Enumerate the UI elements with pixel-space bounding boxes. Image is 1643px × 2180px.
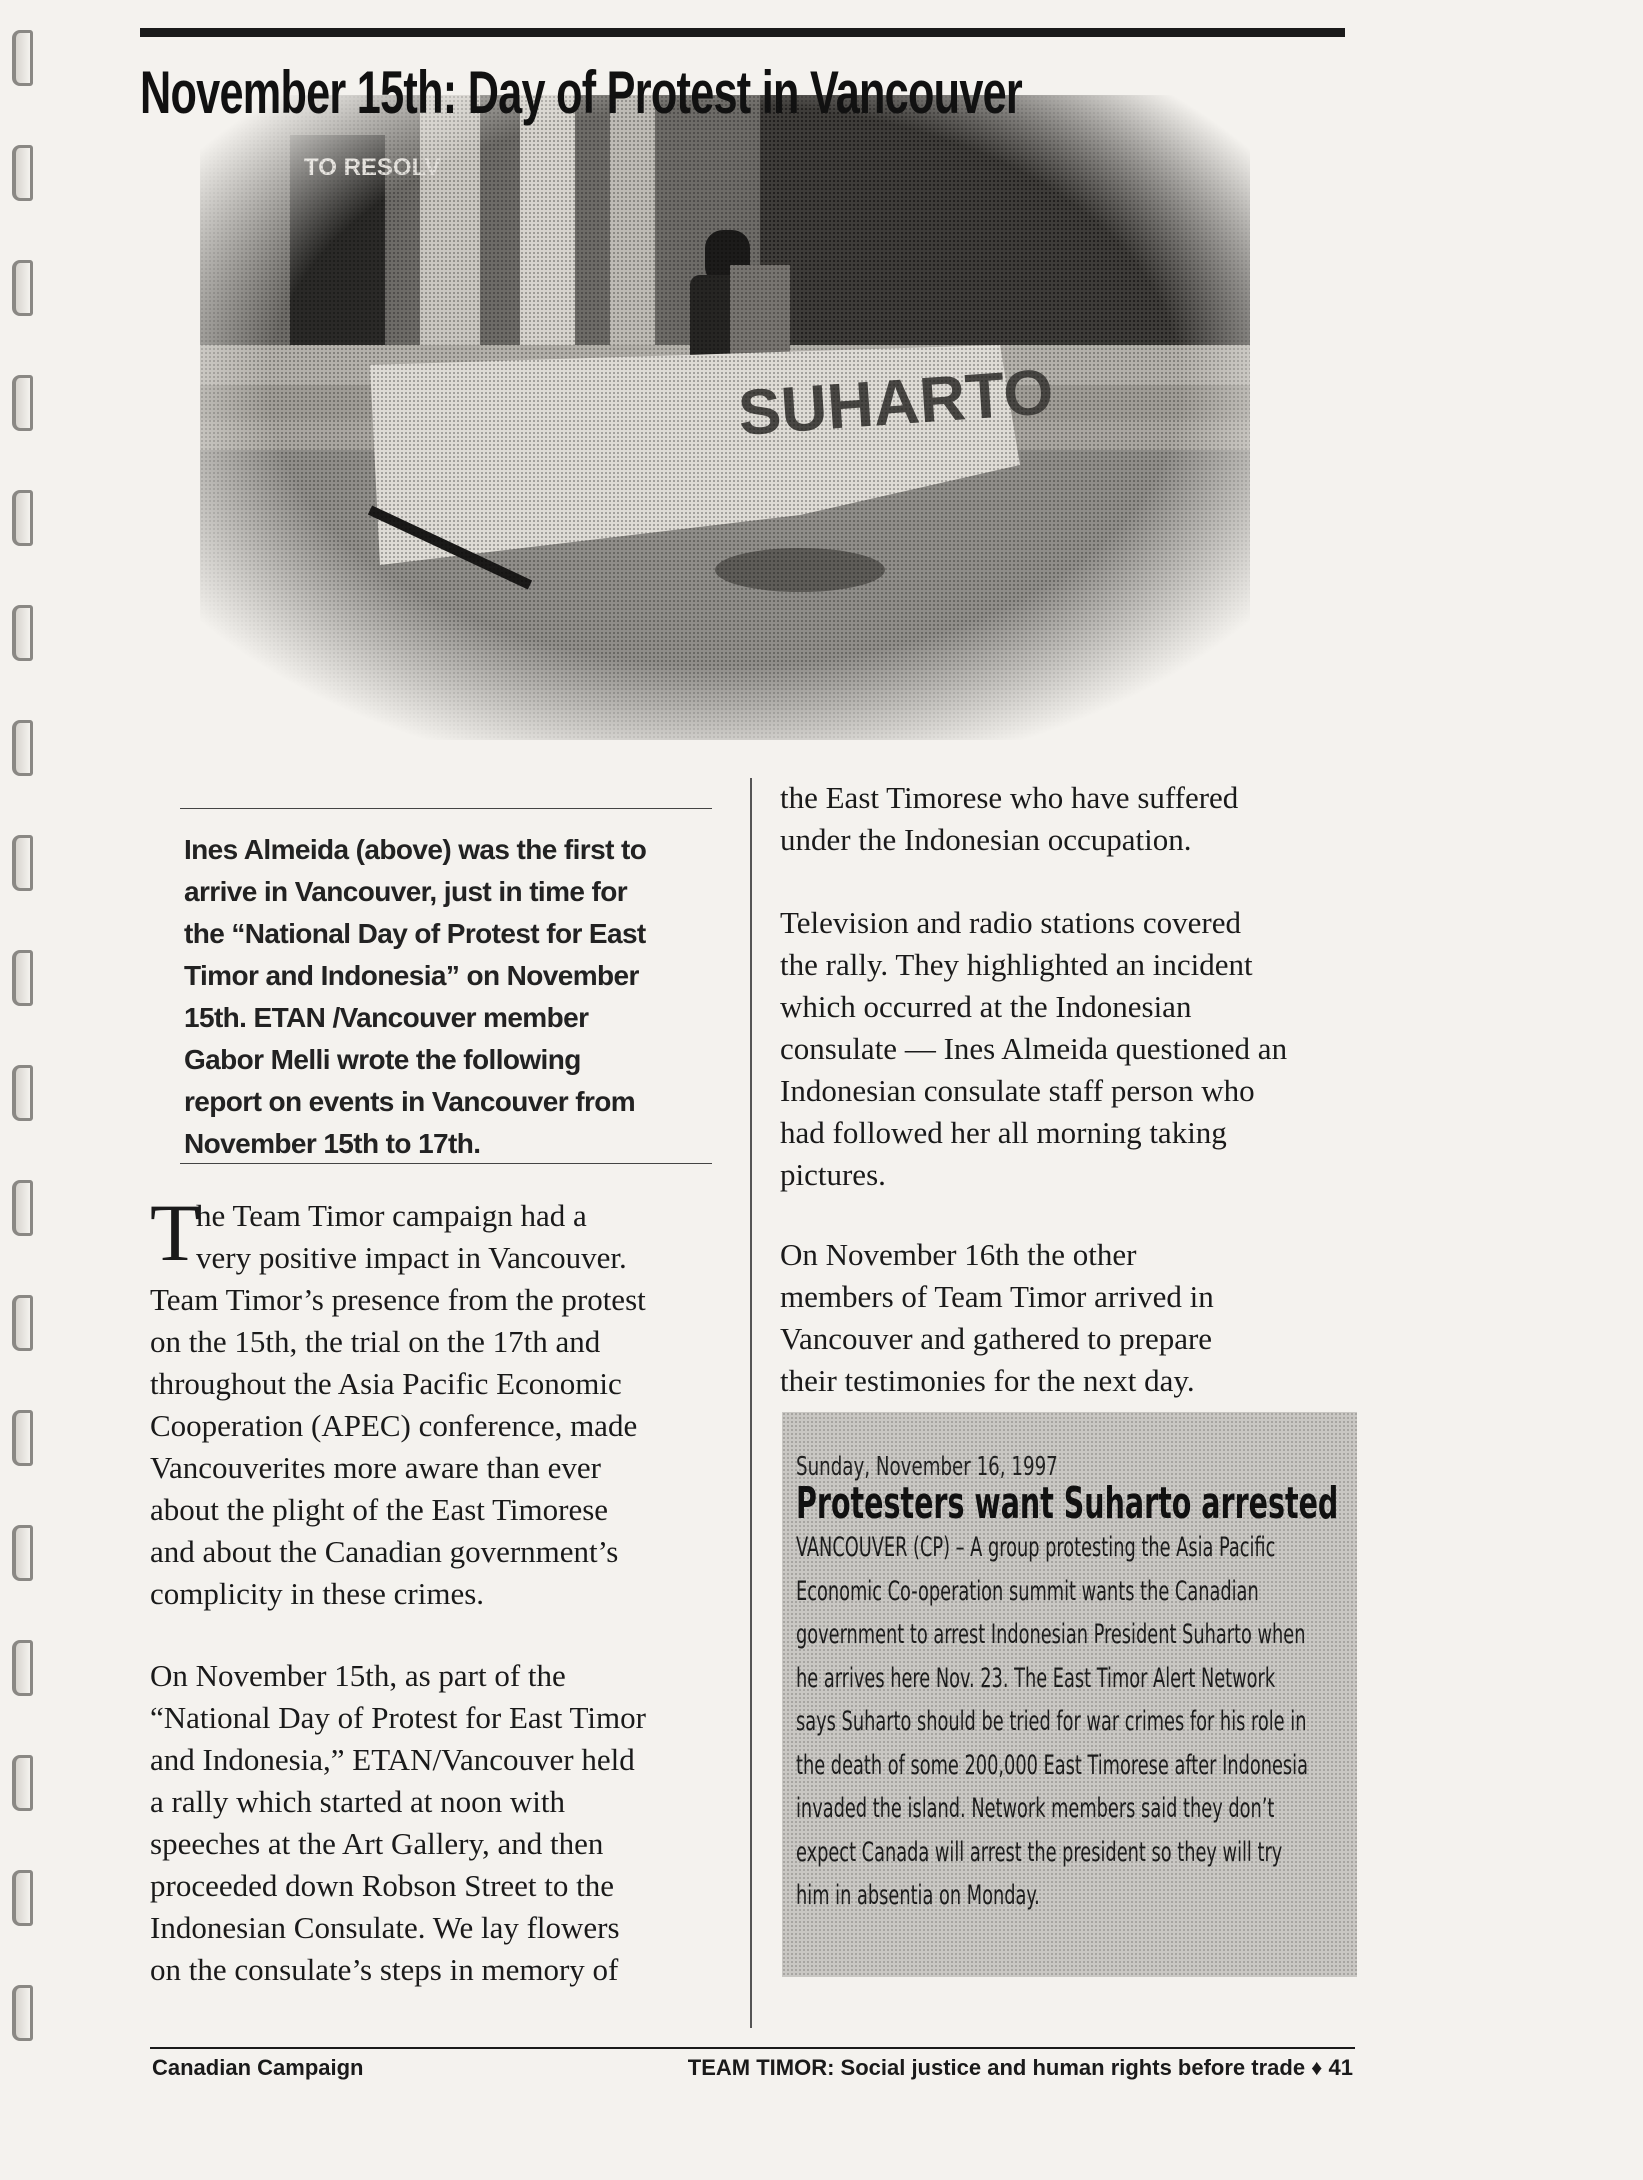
binding-ring bbox=[12, 950, 33, 1006]
page-headline: November 15th: Day of Protest in Vancouver bbox=[140, 59, 1023, 126]
article-paragraph-2: On November 15th, as part of the “National Day of Protest for East Timor and Indonesia,” ETAN/Vancouver held a rally which started at noon with speeches at the Art Gallery, and then proceeded down Robson Street to the Indonesian Consulate. We lay flowers on the consulate’s steps in memory of bbox=[150, 1658, 646, 1987]
binding-ring bbox=[12, 1410, 33, 1466]
binding-ring bbox=[12, 375, 33, 431]
paragraph-1-opening: he Team Timor campaign had a very positive impact in Vancouver. bbox=[196, 1198, 627, 1275]
article-paragraph-4: Television and radio stations covered the rally. They highlighted an incident which occurred at the Indonesian consulate — Ines Almeida questioned an Indonesian consulate staff person who had followed her all morning taking pictures. bbox=[780, 905, 1288, 1192]
article-paragraph-1 bbox=[150, 1187, 740, 1611]
spiral-binding bbox=[4, 30, 42, 2130]
photo-caption-box bbox=[180, 808, 712, 1164]
paragraph-1-body: Team Timor’s presence from the protest on the 15th, the trial on the 17th and throughout the Asia Pacific Economic Cooperation (APEC) conference, made Vancouverites more aware than ever about the plight of the East Timorese and about the Canadian government’s complicity in these crimes. bbox=[150, 1282, 646, 1611]
drop-cap: T bbox=[150, 1187, 201, 1278]
binding-ring bbox=[12, 835, 33, 891]
binding-ring bbox=[12, 145, 33, 201]
binding-ring bbox=[12, 30, 33, 86]
footer-section-label: Canadian Campaign bbox=[152, 2055, 364, 2080]
news-clipping bbox=[782, 1412, 1357, 1977]
binding-ring bbox=[12, 1640, 33, 1696]
binding-ring bbox=[12, 1755, 33, 1811]
binding-ring bbox=[12, 605, 33, 661]
binding-ring bbox=[12, 1180, 33, 1236]
footer-rule bbox=[150, 2047, 1355, 2049]
article-paragraph-3: the East Timorese who have suffered under the Indonesian occupation. bbox=[780, 780, 1239, 857]
binding-ring bbox=[12, 1985, 33, 2041]
top-rule bbox=[140, 28, 1345, 37]
column-rule bbox=[750, 778, 752, 2028]
binding-ring bbox=[12, 1870, 33, 1926]
binding-ring bbox=[12, 260, 33, 316]
clipping-body: VANCOUVER (CP) – A group protesting the Asia Pacific Economic Co-operation summit wants the Canadian government to arrest Indonesian President Suharto when he arrives here Nov. 23. The East Timor Alert Network says Suharto should be tried for war crimes for his role in the death of some 200,000 East Timorese after Indonesia invaded the island. Network members said they don’t expect Canada will arrest the president so they will try him in absentia on Monday. bbox=[796, 1532, 1308, 1911]
binding-ring bbox=[12, 1065, 33, 1121]
article-paragraph-5: On November 16th the other members of Team Timor arrived in Vancouver and gathered to prepare their testimonies for the next day. bbox=[780, 1237, 1214, 1398]
binding-ring bbox=[12, 1295, 33, 1351]
footer-page-info: TEAM TIMOR: Social justice and human rights before trade ♦ 41 bbox=[687, 2055, 1353, 2080]
photo-caption: Ines Almeida (above) was the first to arrive in Vancouver, just in time for the “National Day of Protest for East Timor and Indonesia” on November 15th. ETAN /Vancouver member Gabor Melli wrote the following report on events in Vancouver from November 15th to 17th. bbox=[184, 834, 647, 1159]
clipping-date: Sunday, November 16, 1997 bbox=[796, 1452, 1058, 1482]
binding-ring bbox=[12, 1525, 33, 1581]
clipping-headline: Protesters want Suharto arrested bbox=[796, 1478, 1339, 1529]
binding-ring bbox=[12, 490, 33, 546]
binding-ring bbox=[12, 720, 33, 776]
protest-photo bbox=[200, 95, 1250, 740]
